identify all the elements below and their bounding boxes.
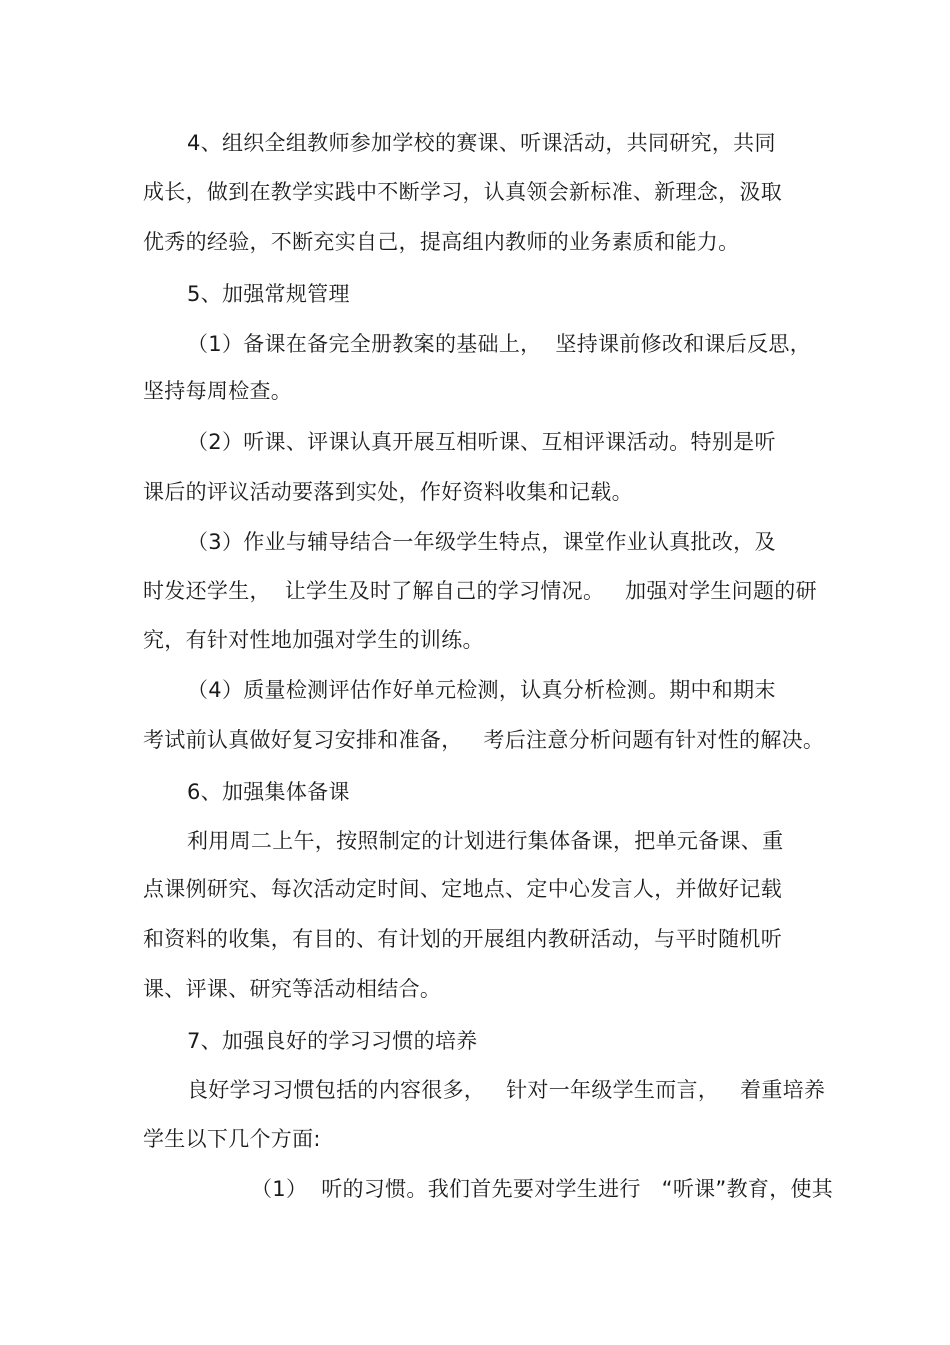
heading-5: 5、加强常规管理 bbox=[187, 282, 350, 306]
item-7-line-1: 良好学习习惯包括的内容很多， 针对一年级学生而言， 着重培养 bbox=[187, 1078, 826, 1102]
item-4-line-1: 4、组织全组教师参加学校的赛课、听课活动，共同研究，共同 bbox=[187, 131, 776, 155]
item-4-line-2: 成长，做到在教学实践中不断学习，认真领会新标准、新理念，汲取 bbox=[143, 180, 782, 204]
item-5-1-line-2: 坚持每周检查。 bbox=[143, 379, 293, 403]
item-6-line-1: 利用周二上午，按照制定的计划进行集体备课，把单元备课、重 bbox=[187, 829, 784, 853]
item-5-2-line-2: 课后的评议活动要落到实处，作好资料收集和记载。 bbox=[143, 480, 633, 504]
heading-6: 6、加强集体备课 bbox=[187, 780, 350, 804]
item-6-line-2: 点课例研究、每次活动定时间、定地点、定中心发言人，并做好记载 bbox=[143, 877, 782, 901]
item-7-1-line-1: （1） 听的习惯。我们首先要对学生进行 “听课”教育，使其 bbox=[251, 1177, 834, 1201]
item-6-line-4: 课、评课、研究等活动相结合。 bbox=[143, 977, 442, 1001]
item-5-3-line-1: （3）作业与辅导结合一年级学生特点，课堂作业认真批改，及 bbox=[187, 530, 776, 554]
heading-7: 7、加强良好的学习习惯的培养 bbox=[187, 1029, 478, 1053]
item-5-4-line-1: （4）质量检测评估作好单元检测，认真分析检测。期中和期末 bbox=[187, 678, 776, 702]
item-5-2-line-1: （2）听课、评课认真开展互相听课、互相评课活动。特别是听 bbox=[187, 430, 776, 454]
item-5-4-line-2: 考试前认真做好复习安排和准备， 考后注意分析问题有针对性的解决。 bbox=[143, 728, 825, 752]
item-4-line-3: 优秀的经验，不断充实自己，提高组内教师的业务素质和能力。 bbox=[143, 230, 740, 254]
item-5-3-line-3: 究，有针对性地加强对学生的训练。 bbox=[143, 628, 484, 652]
item-7-line-2: 学生以下几个方面: bbox=[143, 1127, 321, 1151]
item-5-3-line-2: 时发还学生， 让学生及时了解自己的学习情况。 加强对学生问题的研 bbox=[143, 579, 817, 603]
item-6-line-3: 和资料的收集，有目的、有计划的开展组内教研活动，与平时随机听 bbox=[143, 927, 782, 951]
item-5-1-line-1: （1）备课在备完全册教案的基础上， 坚持课前修改和课后反思， bbox=[187, 332, 812, 356]
